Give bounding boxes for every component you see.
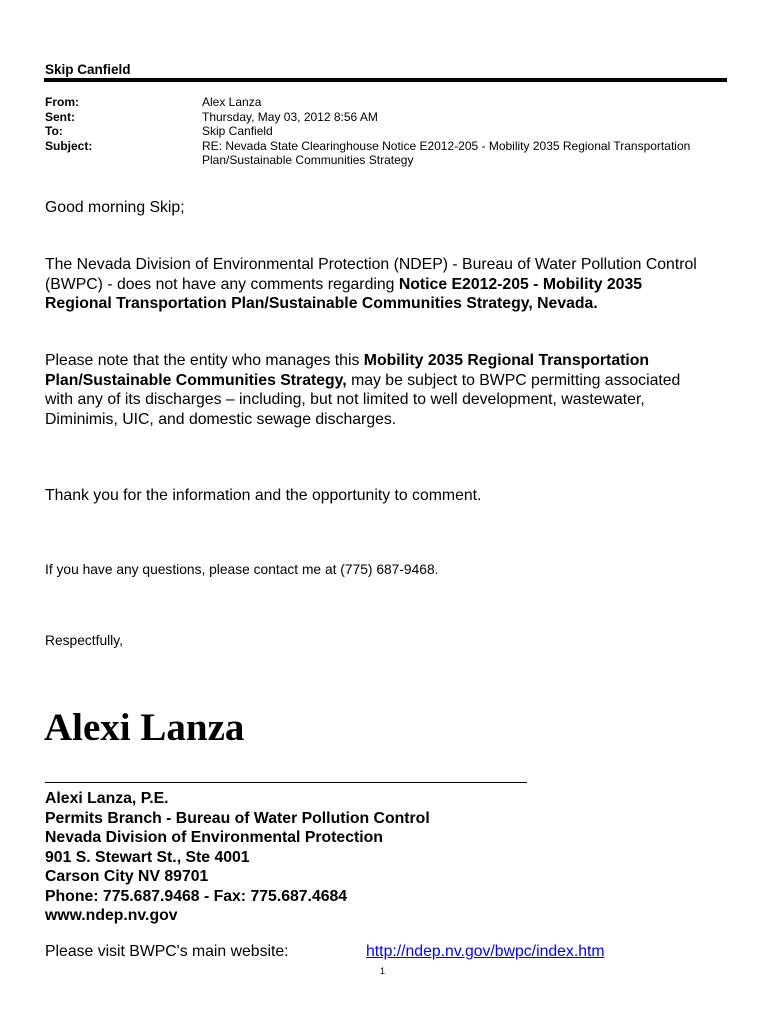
website-label: Please visit BWPC's main website: (45, 943, 289, 960)
plan-name-cont: Plan/Sustainable Communities Strategy, (45, 371, 347, 389)
paragraph-text: (BWPC) - does not have any comments regarding (45, 275, 399, 293)
subject-value-line2: Plan/Sustainable Communities Strategy (202, 153, 414, 168)
signature-phone-fax: Phone: 775.687.9468 - Fax: 775.687.4684 (45, 887, 348, 905)
thanks-line: Thank you for the information and the opportunity to comment. (45, 487, 482, 504)
to-value: Skip Canfield (202, 124, 273, 139)
subject-value-line1: RE: Nevada State Clearinghouse Notice E2012-205 - Mobility 2035 Regional Transportation (202, 138, 691, 153)
heading-divider (44, 78, 727, 82)
notice-reference: Notice E2012-205 - Mobility 2035 (398, 275, 643, 293)
greeting: Good morning Skip; (45, 199, 185, 216)
signature-street: 901 S. Stewart St., Ste 4001 (45, 848, 250, 866)
closing-line: Respectfully, (45, 633, 123, 648)
paragraph-line (45, 294, 735, 314)
paragraph-line: with any of its discharges – including, but not limited to well development, wastewater, (45, 391, 645, 409)
from-label: From: (45, 95, 79, 109)
subject-label: Subject: (45, 138, 93, 153)
paragraph-text: may be subject to BWPC permitting associated (346, 371, 681, 389)
page-number: 1 (380, 966, 386, 976)
email-header-values (202, 95, 732, 168)
signature-block (45, 789, 430, 926)
questions-line: If you have any questions, please contact me at (775) 687-9468. (45, 562, 439, 577)
website-row (45, 942, 745, 962)
sent-value: Thursday, May 03, 2012 8:56 AM (202, 109, 378, 124)
paragraph-permitting (45, 351, 735, 429)
bwpc-website-link[interactable]: http://ndep.nv.gov/bwpc/index.htm (366, 943, 605, 960)
paragraph-comments (45, 255, 735, 314)
to-label: To: (45, 124, 63, 139)
signature-division: Nevada Division of Environmental Protection (45, 829, 383, 846)
paragraph-line (45, 371, 735, 391)
email-header-labels (45, 95, 92, 153)
paragraph-line: The Nevada Division of Environmental Protection (NDEP) - Bureau of Water Pollution Control (45, 256, 697, 273)
plan-name: Mobility 2035 Regional Transportation (363, 352, 650, 369)
paragraph-text: Please note that the entity who manages this (45, 352, 364, 369)
signature-name-title: Alexi Lanza, P.E. (45, 790, 169, 807)
signature-web: www.ndep.nv.gov (45, 907, 178, 924)
paragraph-line (45, 275, 735, 295)
paragraph-line: Diminimis, UIC, and domestic sewage discharges. (45, 410, 397, 428)
signature-branch: Permits Branch - Bureau of Water Pollution Control (45, 809, 430, 827)
signature-name: Alexi Lanza (44, 706, 245, 749)
signature-city: Carson City NV 89701 (45, 868, 209, 885)
recipient-heading: Skip Canfield (45, 62, 131, 77)
notice-reference-cont: Regional Transportation Plan/Sustainable Communities Strategy, Nevada. (45, 295, 598, 313)
from-value: Alex Lanza (202, 95, 262, 109)
sent-label: Sent: (45, 109, 75, 124)
paragraph-line (45, 351, 735, 371)
signature-divider (45, 782, 527, 783)
